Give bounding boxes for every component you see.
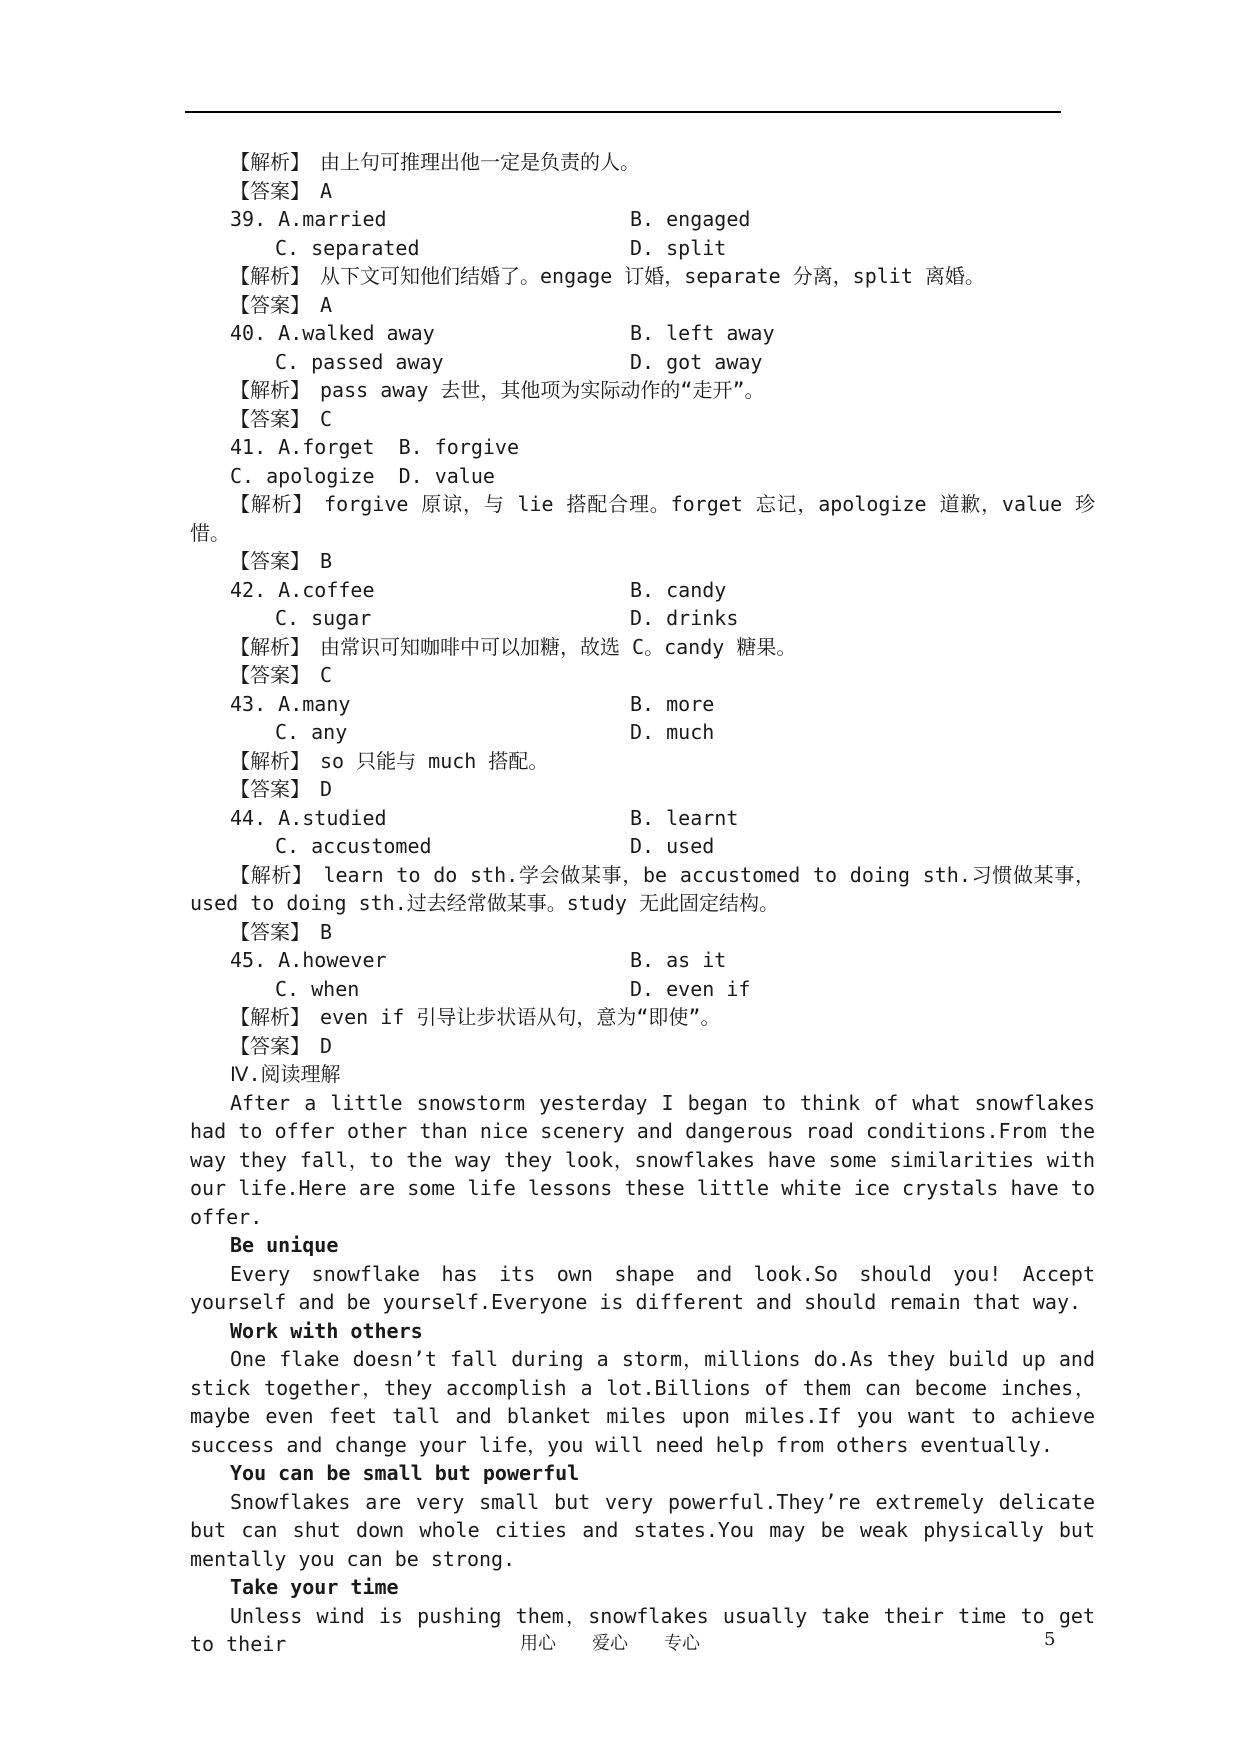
q39-options-row2: C. separated D. split bbox=[275, 235, 727, 260]
q40-answer: 【答案】 C bbox=[230, 406, 333, 431]
footer-motto: 用心 爱心 专心 bbox=[520, 1633, 700, 1654]
q44-options-row2: C. accustomed D. used bbox=[275, 834, 715, 858]
reading-paragraph-4: Unless wind is pushing them，snowflakes usually take their time to get to their bbox=[190, 1603, 1095, 1656]
reading-heading-2: Work with others bbox=[230, 1318, 423, 1343]
reading-section-title: Ⅳ.阅读理解 bbox=[230, 1062, 341, 1086]
q44-answer: 【答案】 B bbox=[230, 919, 333, 944]
q40-analysis: 【解析】 pass away 去世，其他项为实际动作的“走开”。 bbox=[230, 378, 765, 402]
reading-heading-4: Take your time bbox=[230, 1575, 399, 1599]
header-rule bbox=[185, 111, 1061, 113]
q42-options-row2: C. sugar D. drinks bbox=[275, 606, 739, 630]
reading-intro: After a little snowstorm yesterday I began to think of what snowflakes had to offer other than nice scenery and dangerous road conditions.From the way they fall，to the way they look，snowflakes have some similarities with our life.Here are some life lessons these little white ice crystals have to offer. bbox=[190, 1090, 1095, 1229]
q45-options-row1: 45. A.however B. as it bbox=[230, 948, 727, 972]
reading-heading-3: You can be small but powerful bbox=[230, 1461, 580, 1485]
q39-answer: 【答案】 A bbox=[230, 292, 333, 317]
reading-paragraph-2: One flake doesn’t fall during a storm，millions do.As they build up and stick together，they accomplish a lot.Billions of them can become inches，maybe even feet tall and blanket miles upon miles.If you want to achieve success and change your life，you will need help from others eventually. bbox=[190, 1347, 1095, 1457]
q45-options-row2: C. when D. even if bbox=[275, 976, 751, 1001]
reading-paragraph-3: Snowflakes are very small but very powerful.They’re extremely delicate but can shut down whole cities and states.You may be weak physically but mentally you can be strong. bbox=[190, 1489, 1095, 1571]
q45-analysis: 【解析】 even if 引导让步状语从句，意为“即使”。 bbox=[230, 1005, 721, 1029]
document-body bbox=[190, 148, 1095, 1659]
q45-answer: 【答案】 D bbox=[230, 1033, 333, 1058]
q43-options-row2: C. any D. much bbox=[275, 720, 715, 744]
q44-analysis: 【解析】 learn to do sth.学会做某事，be accustomed to doing sth.习惯做某事，used to doing sth.过去经常做某事。study 无此固定结构。 bbox=[190, 862, 1096, 915]
q44-options-row1: 44. A.studied B. learnt bbox=[230, 805, 739, 830]
q38-answer: 【答案】 A bbox=[230, 178, 333, 203]
q41-options-row2: C. apologize D. value bbox=[230, 463, 495, 488]
q43-answer: 【答案】 D bbox=[230, 777, 333, 801]
page-number: 5 bbox=[1044, 1629, 1056, 1650]
q41-analysis: 【解析】 forgive 原谅，与 lie 搭配合理。forget 忘记，apologize 道歉，value 珍惜。 bbox=[190, 492, 1095, 545]
q42-answer: 【答案】 C bbox=[230, 663, 333, 687]
q41-options-row1: 41. A.forget B. forgive bbox=[230, 435, 519, 459]
q39-analysis: 【解析】 从下文可知他们结婚了。engage 订婚，separate 分离，split 离婚。 bbox=[230, 264, 985, 288]
q40-options-row2: C. passed away D. got away bbox=[275, 349, 763, 374]
q43-analysis: 【解析】 so 只能与 much 搭配。 bbox=[230, 748, 549, 773]
q43-options-row1: 43. A.many B. more bbox=[230, 691, 715, 716]
reading-paragraph-1: Every snowflake has its own shape and look.So should you! Accept yourself and be yourself.Everyone is different and should remain that way. bbox=[190, 1261, 1095, 1314]
q40-options-row1: 40. A.walked away B. left away bbox=[230, 321, 775, 345]
q42-options-row1: 42. A.coffee B. candy bbox=[230, 577, 727, 602]
q42-analysis: 【解析】 由常识可知咖啡中可以加糖，故选 C。candy 糖果。 bbox=[230, 634, 797, 659]
q39-options-row1: 39. A.married B. engaged bbox=[230, 207, 751, 231]
q41-answer: 【答案】 B bbox=[230, 549, 333, 573]
reading-heading-1: Be unique bbox=[230, 1233, 339, 1257]
q38-analysis: 【解析】 由上句可推理出他一定是负责的人。 bbox=[230, 150, 640, 174]
